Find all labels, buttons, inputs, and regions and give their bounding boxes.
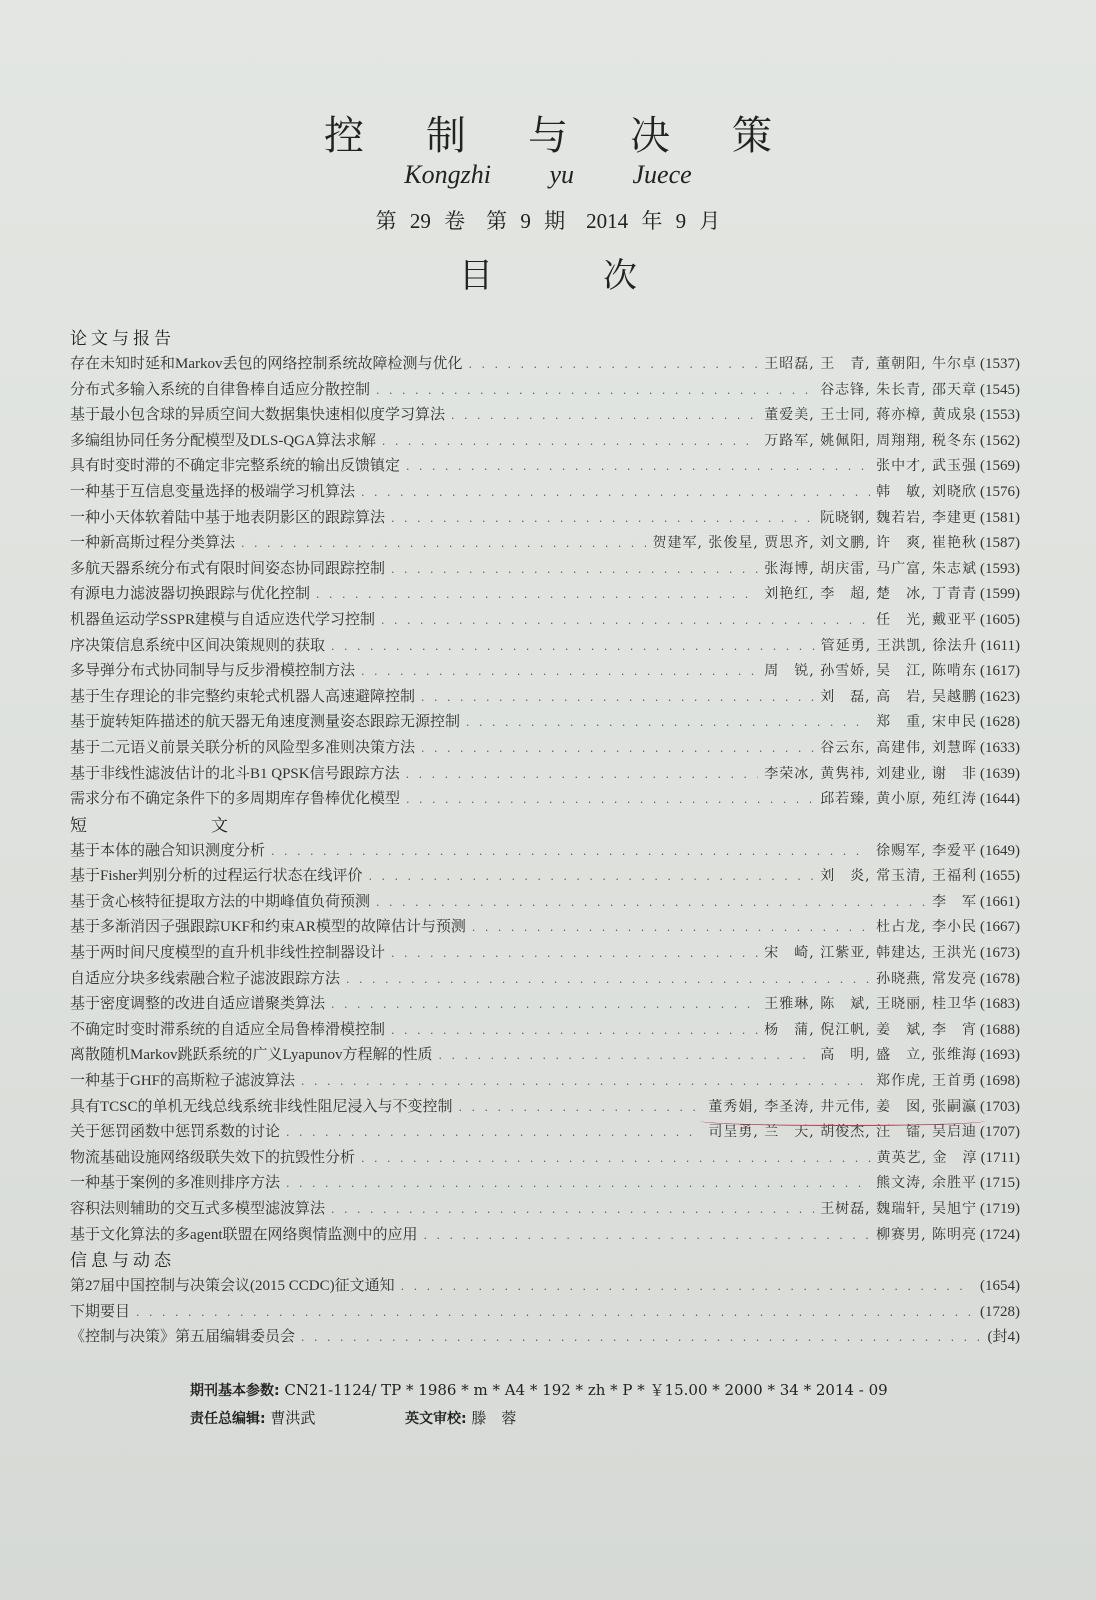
article-authors: 黄英艺, 金 淳 — [876, 1149, 978, 1166]
page-number: (1667) — [980, 919, 1020, 936]
toc-entry — [70, 710, 1020, 736]
article-authors: 韩 敏, 刘晓欣 — [876, 483, 977, 500]
issue-info: 第 29 卷 第 9 期 2014 年 9 月 — [375, 209, 721, 233]
dot-leader — [459, 1095, 703, 1121]
article-authors: 杨 蒲, 倪江帆, 姜 斌, 李 宵 — [764, 1021, 977, 1038]
toc-entry — [70, 378, 1020, 404]
article-title: 一种基于互信息变量选择的极端学习机算法 — [70, 483, 356, 500]
article-title: 机器鱼运动学SSPR建模与自适应迭代学习控制 — [70, 611, 376, 628]
page-number: (1545) — [980, 381, 1020, 398]
article-title: 不确定时变时滞系统的自适应全局鲁棒滑模控制 — [70, 1021, 386, 1038]
article-title: 关于惩罚函数中惩罚系数的讨论 — [70, 1124, 281, 1141]
params-line — [190, 1376, 990, 1404]
page-number: (1688) — [980, 1021, 1020, 1038]
page-number: (1611) — [980, 637, 1020, 654]
dot-leader — [376, 378, 814, 404]
toc-entry — [70, 864, 1020, 890]
article-title: 序决策信息系统中区间决策规则的获取 — [70, 637, 326, 654]
section-heading: 信息与动态 — [70, 1251, 175, 1272]
toc-entry — [70, 352, 1020, 378]
article-title: 基于本体的融合知识测度分析 — [70, 842, 266, 859]
article-authors: 孙晓燕, 常发亮 — [876, 970, 977, 987]
article-title: 多编组协同任务分配模型及DLS-QGA算法求解 — [70, 432, 376, 449]
page-number: (1703) — [980, 1098, 1020, 1115]
toc-entry — [70, 1197, 1020, 1223]
dot-leader — [439, 1043, 815, 1069]
article-title: 第27届中国控制与决策会议(2015 CCDC)征文通知 — [70, 1278, 395, 1295]
editor-name: 曹洪武 — [270, 1409, 316, 1427]
toc-entry — [70, 429, 1020, 455]
article-authors: 刘 炎, 常玉清, 王福利 — [820, 868, 977, 885]
page-number: (1553) — [980, 407, 1020, 424]
article-authors: 王树磊, 魏瑞轩, 吴旭宁 — [820, 1201, 977, 1217]
dot-leader — [421, 736, 814, 762]
toc-entry — [70, 634, 1020, 660]
toc-entry — [70, 506, 1020, 532]
article-authors: 王雅琳, 陈 斌, 王晓丽, 桂卫华 — [764, 996, 977, 1013]
dot-leader — [286, 1120, 702, 1146]
page-number: (封4) — [987, 1329, 1020, 1346]
article-authors: 刘 磊, 高 岩, 吴越鹏 — [820, 688, 977, 705]
page-number: (1605) — [980, 611, 1020, 628]
article-authors: 任 光, 戴亚平 — [876, 611, 977, 628]
toc-entry — [70, 685, 1020, 711]
dot-leader — [376, 890, 926, 916]
article-authors: 阮晓钢, 魏若岩, 李建更 — [820, 509, 977, 526]
dot-leader — [381, 608, 870, 634]
page-number: (1639) — [980, 765, 1020, 782]
toc-heading: 目次 — [459, 256, 747, 296]
dot-leader — [466, 710, 870, 736]
article-authors: 谷志锋, 朱长青, 邵天章 — [820, 381, 977, 398]
editors-line — [190, 1404, 990, 1432]
article-authors: 李荣冰, 黄隽祎, 刘建业, 谢 非 — [764, 765, 977, 782]
article-authors: 贺建军, 张俊星, 贾思齐, 刘文鹏, 许 爽, 崔艳秋 — [652, 535, 977, 552]
article-title: 多航天器系统分布式有限时间姿态协同跟踪控制 — [70, 560, 386, 577]
toc-entry — [70, 454, 1020, 480]
article-authors: 周 锐, 孙雪娇, 吴 江, 陈啃东 — [764, 663, 977, 680]
section-heading: 论文与报告 — [70, 329, 175, 349]
toc-entry — [70, 480, 1020, 506]
dot-leader — [301, 1069, 870, 1095]
article-title: 一种新高斯过程分类算法 — [70, 535, 236, 552]
toc-entry — [70, 1146, 1020, 1172]
editor-label: 责任总编辑: — [190, 1411, 266, 1427]
toc-entry — [70, 1223, 1020, 1249]
article-title: 需求分布不确定条件下的多周期库存鲁棒优化模型 — [70, 791, 401, 808]
article-title: 《控制与决策》第五届编辑委员会 — [70, 1329, 296, 1346]
page-number: (1678) — [980, 970, 1020, 987]
article-title: 基于两时间尺度模型的直升机非线性控制器设计 — [70, 945, 386, 962]
dot-leader — [406, 762, 759, 788]
dot-leader — [331, 1197, 814, 1223]
toc-entry — [70, 787, 1020, 813]
article-authors: 张海博, 胡庆雷, 马广富, 朱志斌 — [764, 560, 977, 577]
toc-entry — [70, 1069, 1020, 1095]
page-number: (1693) — [980, 1047, 1020, 1064]
params-label: 期刊基本参数: — [190, 1383, 280, 1399]
article-title: 基于多渐消因子强跟踪UKF和约束AR模型的故障估计与预测 — [70, 919, 466, 936]
article-title: 基于密度调整的改进自适应谱聚类算法 — [70, 996, 326, 1013]
page-number: (1719) — [980, 1201, 1020, 1217]
page-number: (1537) — [980, 356, 1020, 372]
dot-leader — [286, 1171, 870, 1197]
article-authors: 宋 崎, 江紫亚, 韩建达, 王洪光 — [764, 945, 977, 962]
section-heading: 短 文 — [70, 815, 258, 836]
dot-leader — [391, 1018, 758, 1044]
journal-parameters — [190, 1376, 990, 1432]
toc-entry — [70, 531, 1020, 557]
toc-entry — [70, 992, 1020, 1018]
dot-leader — [472, 915, 870, 941]
page-number: (1581) — [980, 509, 1020, 526]
article-title: 基于二元语义前景关联分析的风险型多准则决策方法 — [70, 739, 416, 756]
article-title: 基于旋转矩阵描述的航天器无角速度测量姿态跟踪无源控制 — [70, 714, 461, 731]
dot-leader — [421, 685, 814, 711]
article-authors: 徐赐军, 李爱平 — [876, 842, 977, 859]
toc-entry — [70, 736, 1020, 762]
article-authors: 司呈勇, 兰 天, 胡俊杰, 汪 镭, 吴启迪 — [708, 1124, 977, 1141]
dot-leader — [424, 1223, 871, 1249]
article-title: 一种基于GHF的高斯粒子滤波算法 — [70, 1073, 296, 1090]
article-authors: 管延勇, 王洪凯, 徐法升 — [820, 637, 978, 654]
toc-entry — [70, 582, 1020, 608]
article-title: 自适应分块多线索融合粒子滤波跟踪方法 — [70, 970, 341, 987]
page-number: (1698) — [980, 1073, 1020, 1090]
page-number: (1728) — [980, 1303, 1020, 1320]
toc-entry — [70, 403, 1020, 429]
article-title: 下期要目 — [70, 1303, 131, 1320]
article-authors: 郑 重, 宋申民 — [876, 714, 977, 731]
article-title: 物流基础设施网络级联失效下的抗毁性分析 — [70, 1149, 356, 1166]
article-title: 基于生存理论的非完整约束轮式机器人高速避障控制 — [70, 688, 416, 705]
page-number: (1724) — [980, 1226, 1020, 1243]
article-authors: 张中才, 武玉强 — [876, 458, 977, 475]
journal-title-pinyin: Kongzhi yu Juece — [404, 160, 692, 189]
article-authors: 谷云东, 高建伟, 刘慧晖 — [820, 739, 977, 756]
article-title: 容积法则辅助的交互式多模型滤波算法 — [70, 1201, 326, 1217]
article-title: 基于最小包含球的异质空间大数据集快速相似度学习算法 — [70, 407, 446, 424]
page-number: (1683) — [980, 996, 1020, 1013]
dot-leader — [401, 1274, 971, 1300]
dot-leader — [391, 941, 758, 967]
page-number: (1569) — [980, 458, 1020, 475]
english-reviewer-name: 滕 蓉 — [471, 1409, 517, 1427]
article-authors: 柳赛男, 陈明亮 — [876, 1226, 977, 1243]
article-title: 一种小天体软着陆中基于地表阴影区的跟踪算法 — [70, 509, 386, 526]
toc-entry — [70, 1018, 1020, 1044]
article-title: 基于Fisher判别分析的过程运行状态在线评价 — [70, 868, 363, 885]
dot-leader — [469, 352, 759, 378]
dot-leader — [451, 403, 758, 429]
toc-entry — [70, 557, 1020, 583]
toc-entry — [70, 967, 1020, 993]
page-number: (1599) — [980, 586, 1020, 603]
page-number: (1673) — [980, 945, 1020, 962]
dot-leader — [241, 531, 646, 557]
article-title: 具有时变时滞的不确定非完整系统的输出反馈镇定 — [70, 458, 401, 475]
toc-entry — [70, 941, 1020, 967]
page-number: (1644) — [980, 791, 1020, 808]
article-title: 具有TCSC的单机无线总线系统非线性阻尼浸入与不变控制 — [70, 1098, 453, 1115]
toc-entry — [70, 1171, 1020, 1197]
page-number: (1655) — [980, 868, 1020, 885]
dot-leader — [406, 454, 870, 480]
article-authors: 刘艳红, 李 超, 楚 冰, 丁青青 — [764, 586, 977, 603]
page-number: (1628) — [980, 714, 1020, 731]
article-authors: 邱若臻, 黄小原, 苑红涛 — [820, 791, 977, 808]
journal-title-chinese: 控制与决策 — [324, 113, 834, 159]
article-title: 基于贪心核特征提取方法的中期峰值负荷预测 — [70, 893, 371, 910]
article-title: 基于非线性滤波估计的北斗B1 QPSK信号跟踪方法 — [70, 765, 400, 782]
dot-leader — [369, 864, 815, 890]
toc-entry — [70, 1095, 1020, 1121]
toc-entry — [70, 1043, 1020, 1069]
page-number: (1707) — [980, 1124, 1020, 1141]
dot-leader — [382, 429, 758, 455]
dot-leader — [301, 1325, 978, 1351]
page-number: (1623) — [980, 688, 1020, 705]
page-number: (1649) — [980, 842, 1020, 859]
article-title: 有源电力滤波器切换跟踪与优化控制 — [70, 586, 311, 603]
article-authors: 董爱美, 王士同, 蒋亦樟, 黄成泉 — [764, 407, 977, 424]
dot-leader — [271, 839, 870, 865]
dot-leader — [391, 506, 814, 532]
article-authors: 高 明, 盛 立, 张维海 — [820, 1047, 977, 1064]
article-title: 存在未知时延和Markov丢包的网络控制系统故障检测与优化 — [70, 356, 463, 372]
article-authors: 杜占龙, 李小民 — [876, 919, 977, 936]
page-number: (1661) — [980, 893, 1020, 910]
article-authors: 李 军 — [932, 893, 977, 910]
article-title: 分布式多输入系统的自律鲁棒自适应分散控制 — [70, 381, 371, 398]
dot-leader — [316, 582, 758, 608]
toc-entry — [70, 890, 1020, 916]
dot-leader — [391, 557, 758, 583]
toc-entry — [70, 1300, 1020, 1326]
article-title: 离散随机Markov跳跃系统的广义Lyapunov方程解的性质 — [70, 1047, 433, 1064]
page-number: (1576) — [980, 483, 1020, 500]
toc-entry — [70, 915, 1020, 941]
page-number: (1593) — [980, 560, 1020, 577]
article-title: 多导弹分布式协同制导与反步滑模控制方法 — [70, 663, 356, 680]
english-reviewer-label: 英文审校: — [404, 1411, 467, 1427]
page-number: (1654) — [980, 1278, 1020, 1295]
toc-entry — [70, 659, 1020, 685]
page-number: (1562) — [980, 432, 1020, 449]
article-authors: 董秀娟, 李圣涛, 井元伟, 姜 囡, 张嗣瀛 — [708, 1095, 977, 1121]
toc-entry — [70, 839, 1020, 865]
dot-leader — [406, 787, 814, 813]
page-number: (1633) — [980, 739, 1020, 756]
toc-entry — [70, 1325, 1020, 1351]
dot-leader — [331, 992, 758, 1018]
dot-leader — [361, 659, 758, 685]
article-authors: 熊文涛, 余胜平 — [876, 1175, 977, 1192]
dot-leader — [136, 1300, 971, 1326]
page-number: (1715) — [980, 1175, 1020, 1192]
toc-entry — [70, 608, 1020, 634]
page-number: (1617) — [980, 663, 1020, 680]
table-of-contents — [70, 326, 1020, 1351]
dot-leader — [331, 634, 815, 660]
article-title: 一种基于案例的多准则排序方法 — [70, 1175, 281, 1192]
toc-entry — [70, 1274, 1020, 1300]
page-number: (1711) — [980, 1149, 1020, 1166]
dot-leader — [361, 1146, 871, 1172]
page-number: (1587) — [980, 535, 1020, 552]
toc-entry — [70, 762, 1020, 788]
article-title: 基于文化算法的多agent联盟在网络舆情监测中的应用 — [70, 1226, 418, 1243]
dot-leader — [346, 967, 870, 993]
article-authors: 王昭磊, 王 青, 董朝阳, 牛尔卓 — [764, 356, 977, 372]
article-authors: 万路军, 姚佩阳, 周翔翔, 税冬东 — [764, 432, 977, 449]
article-authors: 郑作虎, 王首勇 — [876, 1073, 977, 1090]
dot-leader — [361, 480, 870, 506]
params-value: CN21-1124/ TP * 1986 * m * A4 * 192 * zh * P * ￥15.00 * 2000 * 34 * 2014 - 09 — [284, 1381, 888, 1399]
